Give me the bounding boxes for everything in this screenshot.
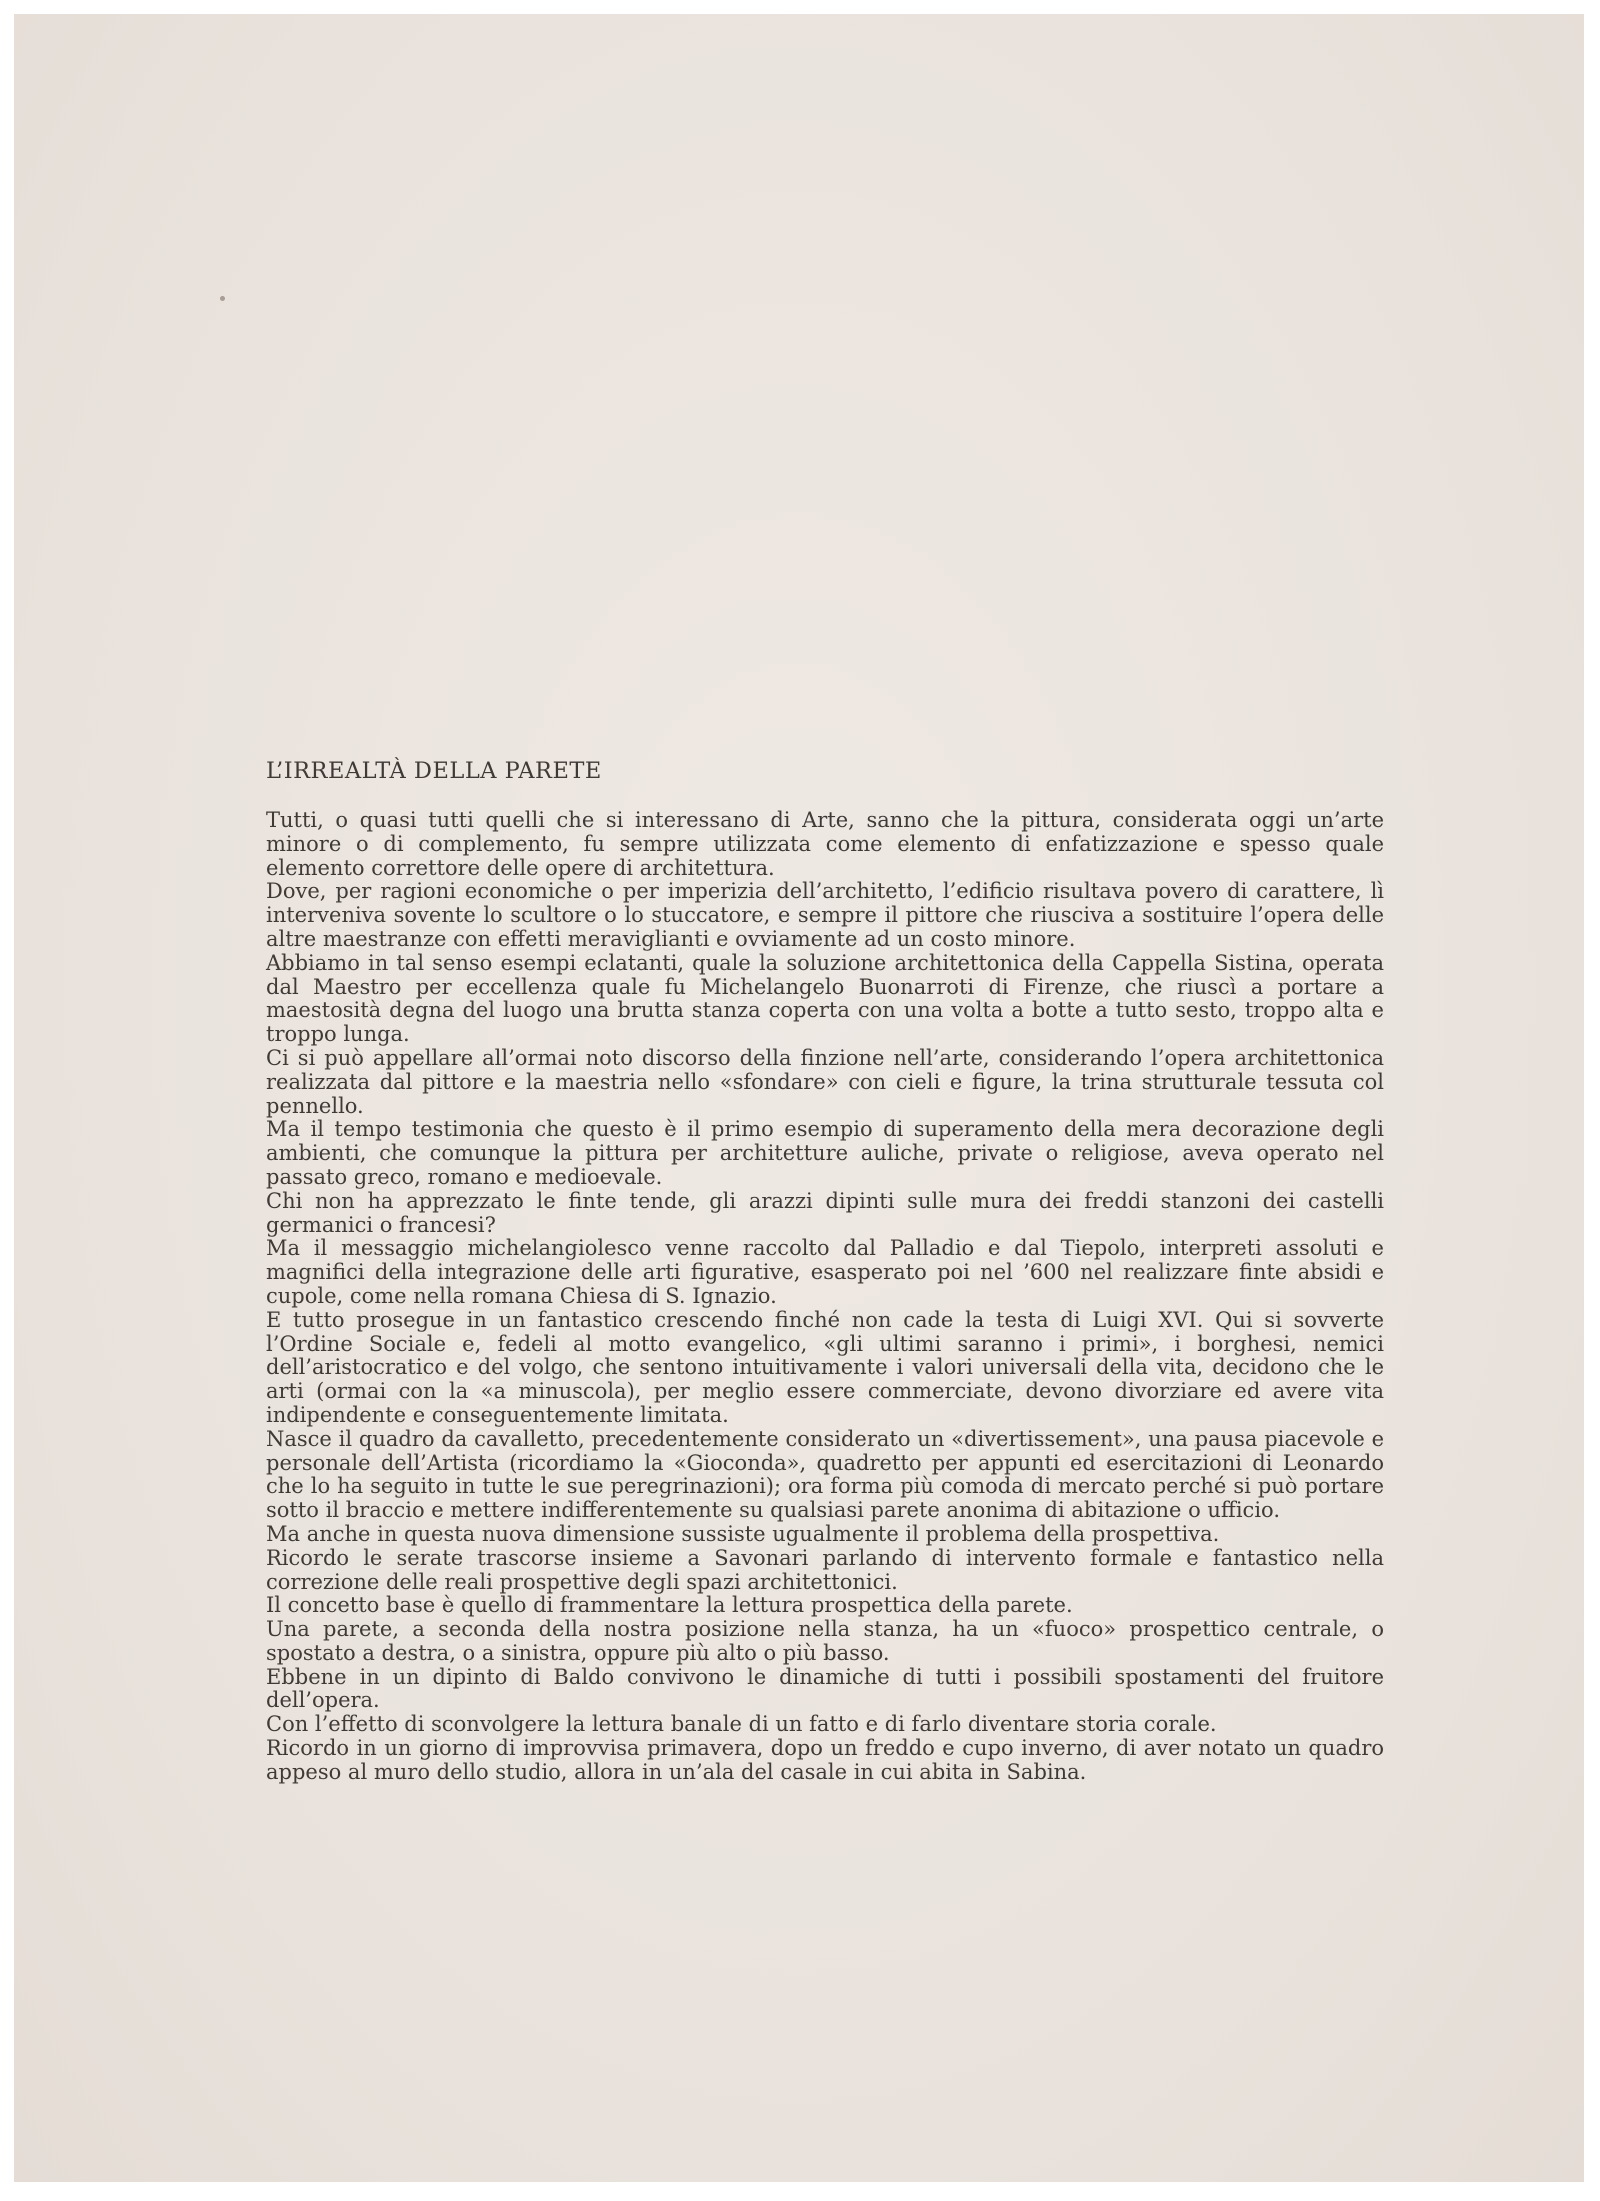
paragraph: Ricordo le serate trascorse insieme a Savonari parlando di intervento formale e fantastico nella correzione delle reali prospettive degli spazi architettonici. xyxy=(266,1545,1384,1594)
page-sheet xyxy=(14,14,1584,2182)
paper-speck xyxy=(220,296,225,301)
paragraph: Chi non ha apprezzato le finte tende, gli arazzi dipinti sulle mura dei freddi stanzoni dei castelli germanici o francesi? xyxy=(266,1188,1384,1237)
article-heading: L’IRREALTÀ DELLA PARETE xyxy=(266,758,602,784)
paragraph: Con l’effetto di sconvolgere la lettura banale di un fatto e di farlo diventare storia corale. xyxy=(266,1712,1217,1737)
paragraph: Ricordo in un giorno di improvvisa primavera, dopo un freddo e cupo inverno, di aver notato un quadro appeso al muro dello studio, allora in un’ala del casale in cui abita in Sabina. xyxy=(266,1736,1384,1784)
paragraph: Nasce il quadro da cavalletto, precedentemente considerato un «divertissement», una pausa piacevole e personale dell’Artista (ricordiamo la «Gioconda», quadretto per appunti ed esercitazioni di Leonardo che lo ha seguito in tutte le sue peregrinazioni); ora forma più comoda di mercato perché si può portare sotto il braccio e mettere indifferentemente su qualsiasi parete anonima di abitazione o ufficio. xyxy=(266,1426,1384,1523)
paragraph: Ebbene in un dipinto di Baldo convivono le dinamiche di tutti i possibili spostamenti del fruitore dell’opera. xyxy=(266,1664,1384,1713)
paragraph: Ci si può appellare all’ormai noto discorso della finzione nell’arte, considerando l’opera architettonica realizzata dal pittore e la maestria nello «sfondare» con cieli e figure, la trina strutturale tessuta col pennello. xyxy=(266,1045,1384,1118)
paragraph: Dove, per ragioni economiche o per imperizia dell’architetto, l’edificio risultava povero di carattere, lì interveniva sovente lo scultore o lo stuccatore, e sempre il pittore che riusciva a sostituire l’opera delle altre maestranze con effetti meraviglianti e ovviamente ad un costo minore. xyxy=(266,879,1384,951)
paragraph: Tutti, o quasi tutti quelli che si interessano di Arte, sanno che la pittura, considerata oggi un’arte minore o di complemento, fu sempre utilizzata come elemento di enfatizzazione e spesso quale elemento correttore delle opere di architettura. xyxy=(266,808,1384,880)
paragraph: Abbiamo in tal senso esempi eclatanti, quale la soluzione architettonica della Cappella Sistina, operata dal Maestro per eccellenza quale fu Michelangelo Buonarroti di Firenze, che riuscì a portare a maestosità degna del luogo una brutta stanza coperta con una volta a botte a tutto sesto, troppo alta e troppo lunga. xyxy=(266,950,1384,1047)
paragraph: Il concetto base è quello di frammentare la lettura prospettica della parete. xyxy=(266,1593,1073,1618)
article xyxy=(266,756,1384,1785)
paragraph: Una parete, a seconda della nostra posizione nella stanza, ha un «fuoco» prospettico centrale, o spostato a destra, o a sinistra, oppure più alto o più basso. xyxy=(266,1617,1384,1665)
paragraph: Ma anche in questa nuova dimensione sussiste ugualmente il problema della prospettiva. xyxy=(266,1521,1220,1546)
paragraph: Ma il messaggio michelangiolesco venne raccolto dal Palladio e dal Tiepolo, interpreti assoluti e magnifici della integrazione delle arti figurative, esasperato poi nel ’600 nel realizzare finte absidi e cupole, come nella romana Chiesa di S. Ignazio. xyxy=(266,1236,1384,1308)
paragraph: E tutto prosegue in un fantastico crescendo finché non cade la testa di Luigi XVI. Qui si sovverte l’Ordine Sociale e, fedeli al motto evangelico, «gli ultimi saranno i primi», i borghesi, nemici dell’aristocratico e del volgo, che sentono intuitivamente i valori universali della vita, decidono che le arti (ormai con la «a minuscola), per meglio essere commerciate, devono divorziare ed avere vita indipendente e conseguentemente limitata. xyxy=(266,1307,1384,1427)
paragraph: Ma il tempo testimonia che questo è il primo esempio di superamento della mera decorazione degli ambienti, che comunque la pittura per architetture auliche, private o religiose, aveva operato nel passato greco, romano e medioevale. xyxy=(266,1117,1384,1189)
